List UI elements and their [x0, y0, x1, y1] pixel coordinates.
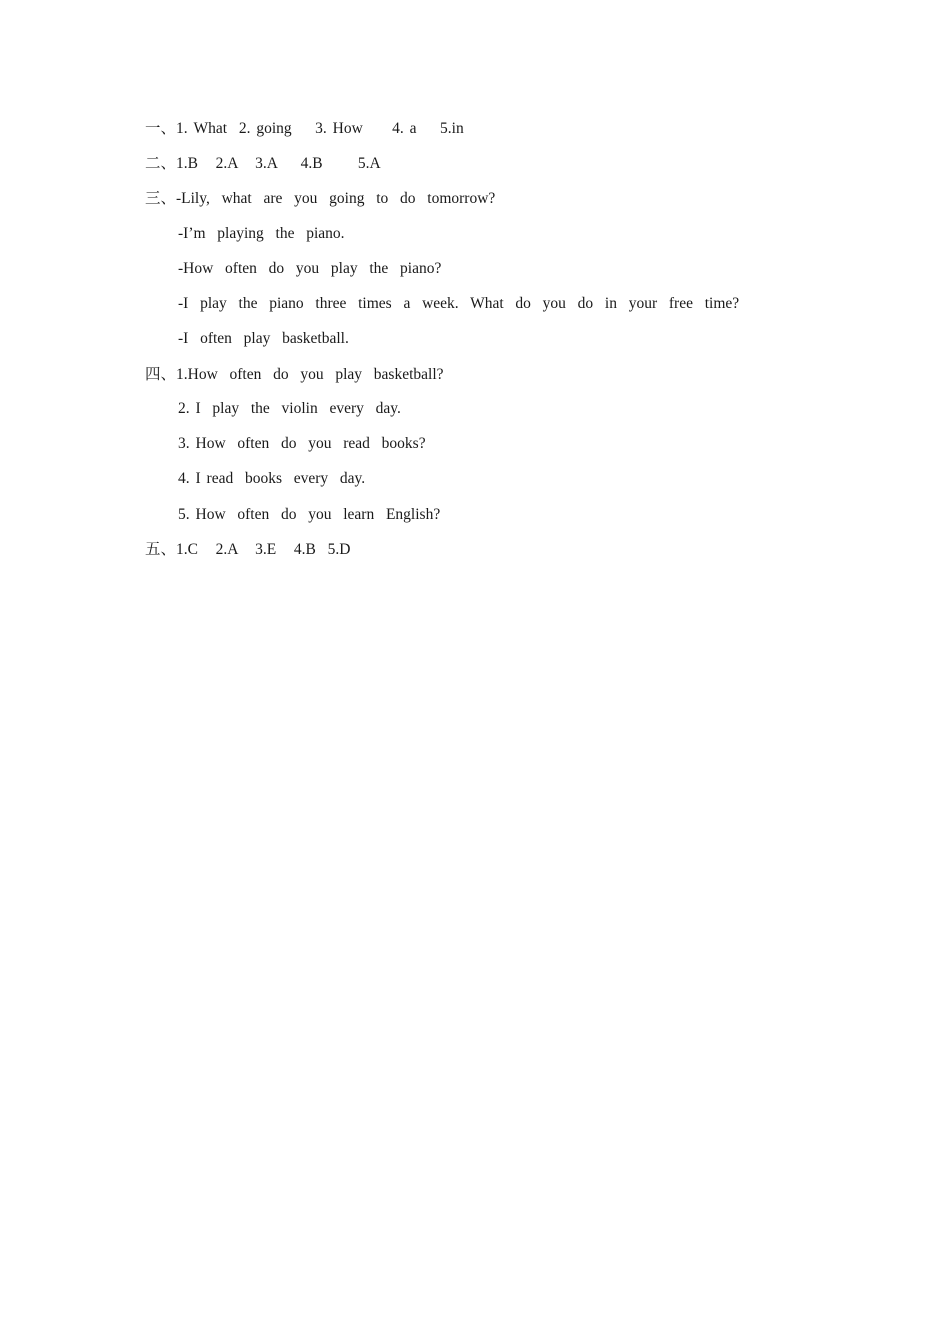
- section-4-line-5: 5. How often do you learn English?: [178, 506, 441, 523]
- section-4-line-4: 4. I read books every day.: [178, 470, 366, 487]
- section-3-line-3: -How often do you play the piano?: [178, 260, 442, 277]
- section-4-line-1: 四、1.How often do you play basketball?: [145, 366, 444, 383]
- section-3-line-2: -I’m playing the piano.: [178, 225, 345, 242]
- section-4-line-2: 2. I play the violin every day.: [178, 400, 401, 417]
- section-2-answers: 二、1.B 2.A 3.A 4.B 5.A: [145, 155, 381, 172]
- section-5-answers: 五、1.C 2.A 3.E 4.B 5.D: [145, 541, 351, 558]
- section-4-line-3: 3. How often do you read books?: [178, 435, 426, 452]
- section-3-line-4: -I play the piano three times a week. What do you do in your free time?: [178, 295, 740, 312]
- section-3-line-5: -I often play basketball.: [178, 330, 349, 347]
- section-1-answers: 一、1. What 2. going 3. How 4. a 5.in: [145, 120, 464, 137]
- section-3-line-1: 三、-Lily, what are you going to do tomorrow?: [145, 190, 496, 207]
